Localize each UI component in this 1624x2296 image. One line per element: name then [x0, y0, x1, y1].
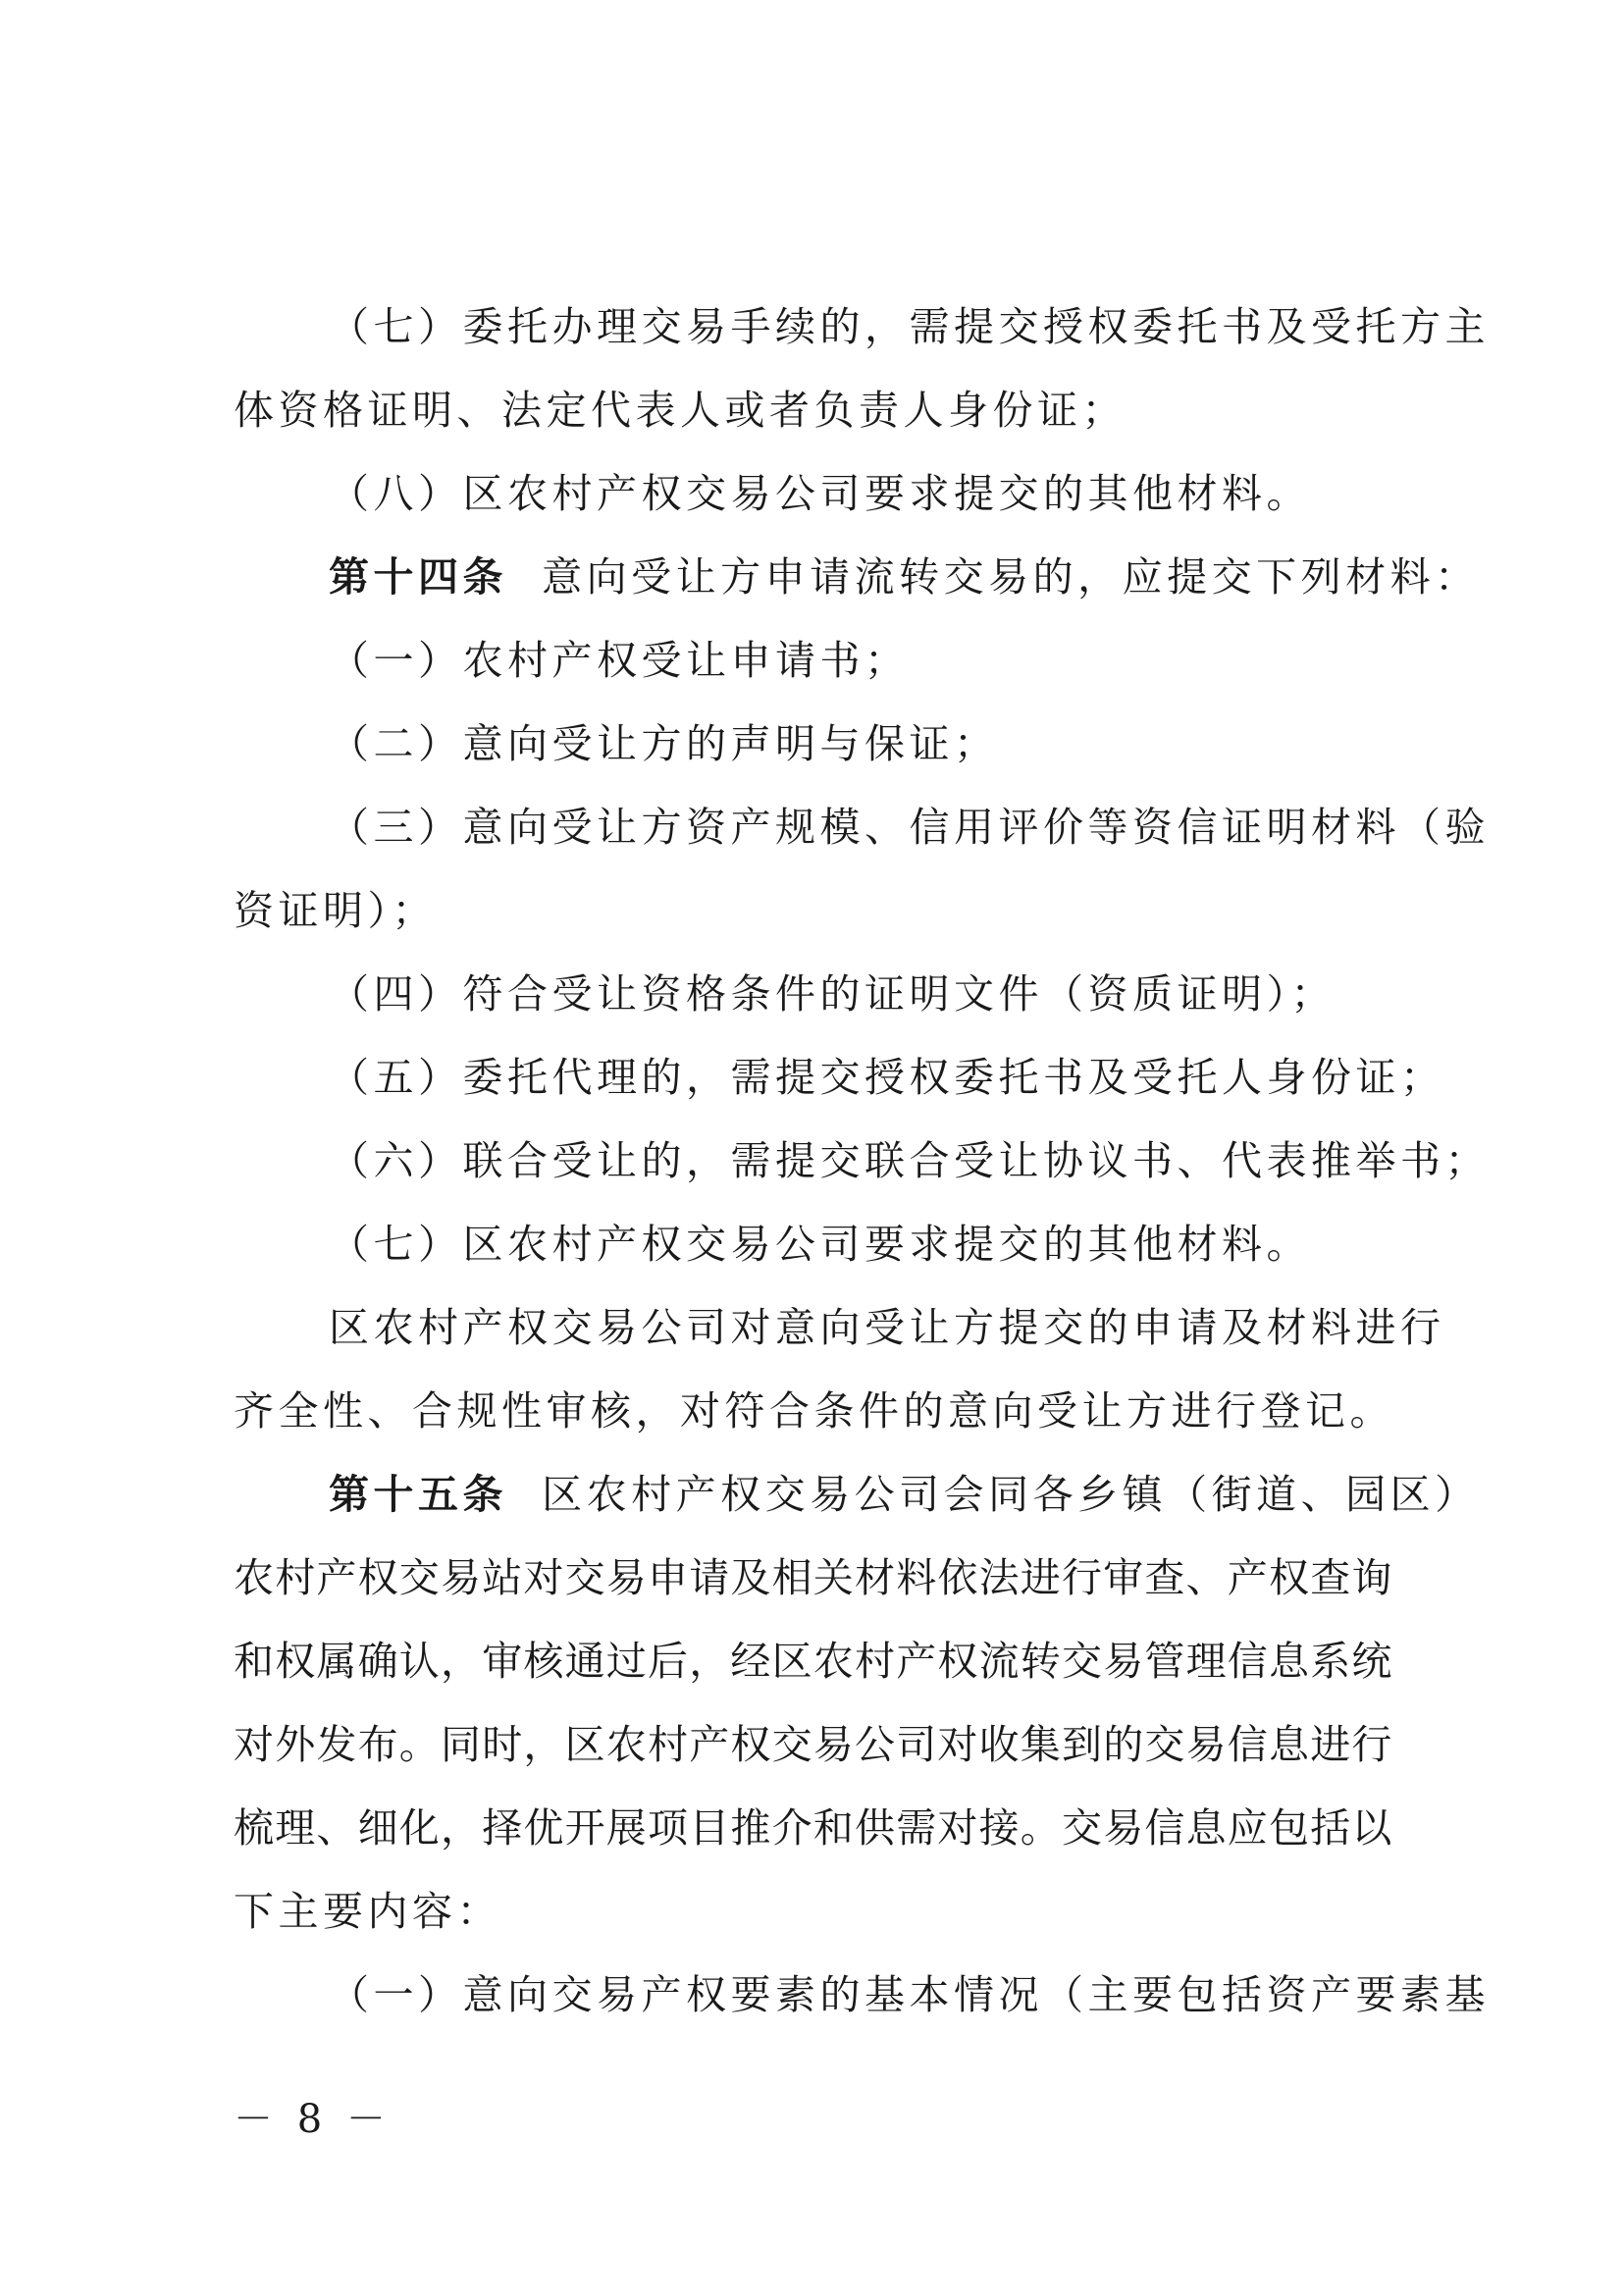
article-heading: 第十五条 — [329, 1471, 507, 1518]
text-line: （三）意向受让方资产规模、信用评价等资信证明材料（验 — [329, 804, 1490, 851]
page-number: － 8 － — [234, 2097, 392, 2142]
text-line: （二）意向受让方的声明与保证； — [329, 720, 999, 767]
text-line: （一）农村产权受让申请书； — [329, 637, 910, 684]
text-line: 资证明）； — [234, 887, 437, 934]
text-line — [329, 1471, 1480, 1518]
text-line: 对外发布。同时，区农村产权交易公司对收集到的交易信息进行 — [234, 1721, 1393, 1768]
text-line: （八）区农村产权交易公司要求提交的其他材料。 — [329, 470, 1311, 517]
article-heading: 第十四条 — [329, 553, 507, 600]
article-text: 意向受让方申请流转交易的，应提交下列材料： — [542, 553, 1480, 600]
text-line: 下主要内容： — [234, 1888, 501, 1935]
text-line: （七）区农村产权交易公司要求提交的其他材料。 — [329, 1221, 1311, 1268]
text-line: 体资格证明、法定代表人或者负责人身份证； — [234, 387, 1126, 434]
text-line: （五）委托代理的，需提交授权委托书及受托人身份证； — [329, 1054, 1445, 1101]
text-line: 区农村产权交易公司对意向受让方提交的申请及材料进行 — [329, 1304, 1445, 1351]
text-line: （一）意向交易产权要素的基本情况（主要包括资产要素基 — [329, 1971, 1490, 2018]
text-line: 齐全性、合规性审核，对符合条件的意向受让方进行登记。 — [234, 1387, 1394, 1435]
text-line: （七）委托办理交易手续的，需提交授权委托书及受托方主 — [329, 303, 1490, 350]
text-line: 和权属确认，审核通过后，经区农村产权流转交易管理信息系统 — [234, 1638, 1393, 1685]
text-line: 梳理、细化，择优开展项目推介和供需对接。交易信息应包括以 — [234, 1804, 1393, 1852]
text-line: 农村产权交易站对交易申请及相关材料依法进行审查、产权查询 — [234, 1554, 1393, 1601]
text-line: （六）联合受让的，需提交联合受让协议书、代表推举书； — [329, 1137, 1490, 1184]
text-line: （四）符合受让资格条件的证明文件（资质证明）； — [329, 970, 1336, 1018]
text-line — [329, 553, 1480, 600]
article-text: 区农村产权交易公司会同各乡镇（街道、园区） — [542, 1471, 1480, 1518]
